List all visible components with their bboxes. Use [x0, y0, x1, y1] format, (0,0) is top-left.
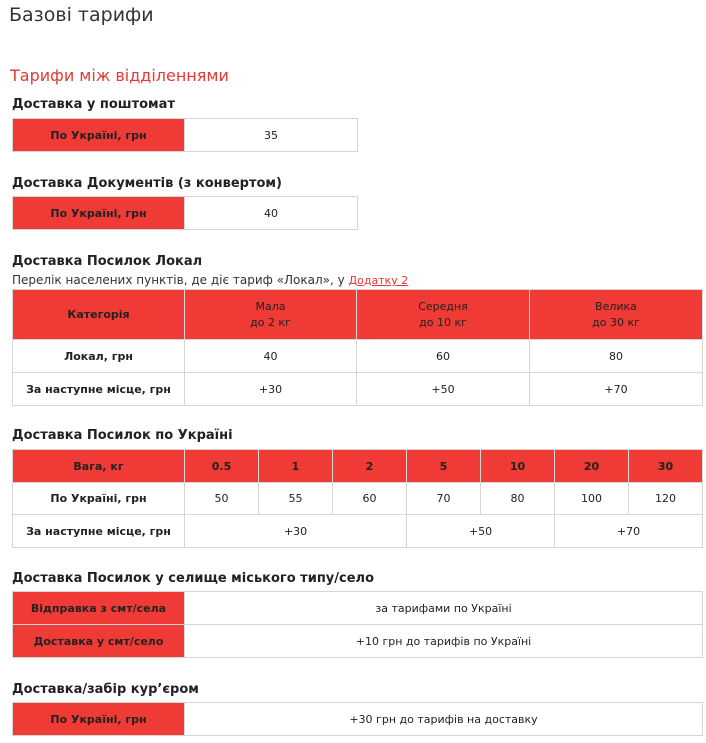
local-title: Доставка Посилок Локал	[12, 254, 203, 269]
ukraine-next-label: За наступне місце, грн	[13, 515, 185, 548]
local-cell: +30	[185, 373, 357, 406]
section-title: Тарифи між відділеннями	[10, 66, 229, 85]
price-cell: 120	[629, 483, 703, 515]
courier-row-label: По Україні, грн	[13, 703, 185, 736]
price-cell: 60	[333, 483, 407, 515]
documents-table	[12, 196, 358, 230]
local-cell: 80	[530, 340, 703, 373]
postomat-value: 35	[185, 119, 358, 152]
category-small	[185, 290, 357, 340]
local-cell: 40	[185, 340, 357, 373]
courier-table	[12, 702, 703, 736]
postomat-table	[12, 118, 358, 152]
local-note	[12, 273, 408, 287]
table-row	[13, 483, 703, 515]
table-row	[13, 703, 703, 736]
weight-cell: 2	[333, 450, 407, 483]
weight-cell: 10	[481, 450, 555, 483]
price-cell: 100	[555, 483, 629, 515]
category-name: Середня	[418, 299, 468, 313]
village-title: Доставка Посилок у селище міського типу/село	[12, 571, 375, 586]
table-row	[13, 290, 703, 340]
weight-cell: 30	[629, 450, 703, 483]
category-sub: до 30 кг	[592, 315, 640, 329]
next-cell: +70	[555, 515, 703, 548]
category-large	[530, 290, 703, 340]
price-cell: 50	[185, 483, 259, 515]
page-title: Базові тарифи	[9, 4, 154, 26]
local-next-label: За наступне місце, грн	[13, 373, 185, 406]
documents-value: 40	[185, 197, 358, 230]
local-row-label: Локал, грн	[13, 340, 185, 373]
documents-title: Доставка Документів (з конвертом)	[12, 176, 282, 191]
table-row	[13, 592, 703, 625]
ukraine-table	[12, 449, 703, 548]
village-send-value: за тарифами по Україні	[185, 592, 703, 625]
village-delivery-value: +10 грн до тарифів по Україні	[185, 625, 703, 658]
courier-value: +30 грн до тарифів на доставку	[185, 703, 703, 736]
table-row	[13, 119, 358, 152]
postomat-row-label: По Україні, грн	[13, 119, 185, 152]
table-row	[13, 450, 703, 483]
local-note-text: Перелік населених пунктів, де діє тариф «Локал», у	[12, 273, 349, 287]
table-row	[13, 373, 703, 406]
weight-cell: 20	[555, 450, 629, 483]
table-row	[13, 515, 703, 548]
weight-cell: 0.5	[185, 450, 259, 483]
local-cell: +50	[357, 373, 530, 406]
ukraine-header-label: Вага, кг	[13, 450, 185, 483]
local-table	[12, 289, 703, 406]
village-delivery-label: Доставка у смт/село	[13, 625, 185, 658]
ukraine-price-label: По Україні, грн	[13, 483, 185, 515]
price-cell: 70	[407, 483, 481, 515]
appendix-2-link[interactable]: Додатку 2	[348, 274, 409, 287]
category-sub: до 10 кг	[419, 315, 467, 329]
courier-title: Доставка/забір кур’єром	[12, 682, 199, 697]
category-name: Велика	[595, 299, 637, 313]
table-row	[13, 625, 703, 658]
next-cell: +50	[407, 515, 555, 548]
price-cell: 55	[259, 483, 333, 515]
table-row	[13, 197, 358, 230]
local-header-label: Категорія	[13, 290, 185, 340]
village-table	[12, 591, 703, 658]
table-row	[13, 340, 703, 373]
weight-cell: 1	[259, 450, 333, 483]
price-cell: 80	[481, 483, 555, 515]
category-sub: до 2 кг	[250, 315, 291, 329]
postomat-title: Доставка у поштомат	[12, 97, 175, 112]
ukraine-title: Доставка Посилок по Україні	[12, 428, 233, 443]
local-cell: 60	[357, 340, 530, 373]
weight-cell: 5	[407, 450, 481, 483]
next-cell: +30	[185, 515, 407, 548]
category-name: Мала	[255, 299, 286, 313]
documents-row-label: По Україні, грн	[13, 197, 185, 230]
village-send-label: Відправка з смт/села	[13, 592, 185, 625]
category-medium	[357, 290, 530, 340]
local-cell: +70	[530, 373, 703, 406]
